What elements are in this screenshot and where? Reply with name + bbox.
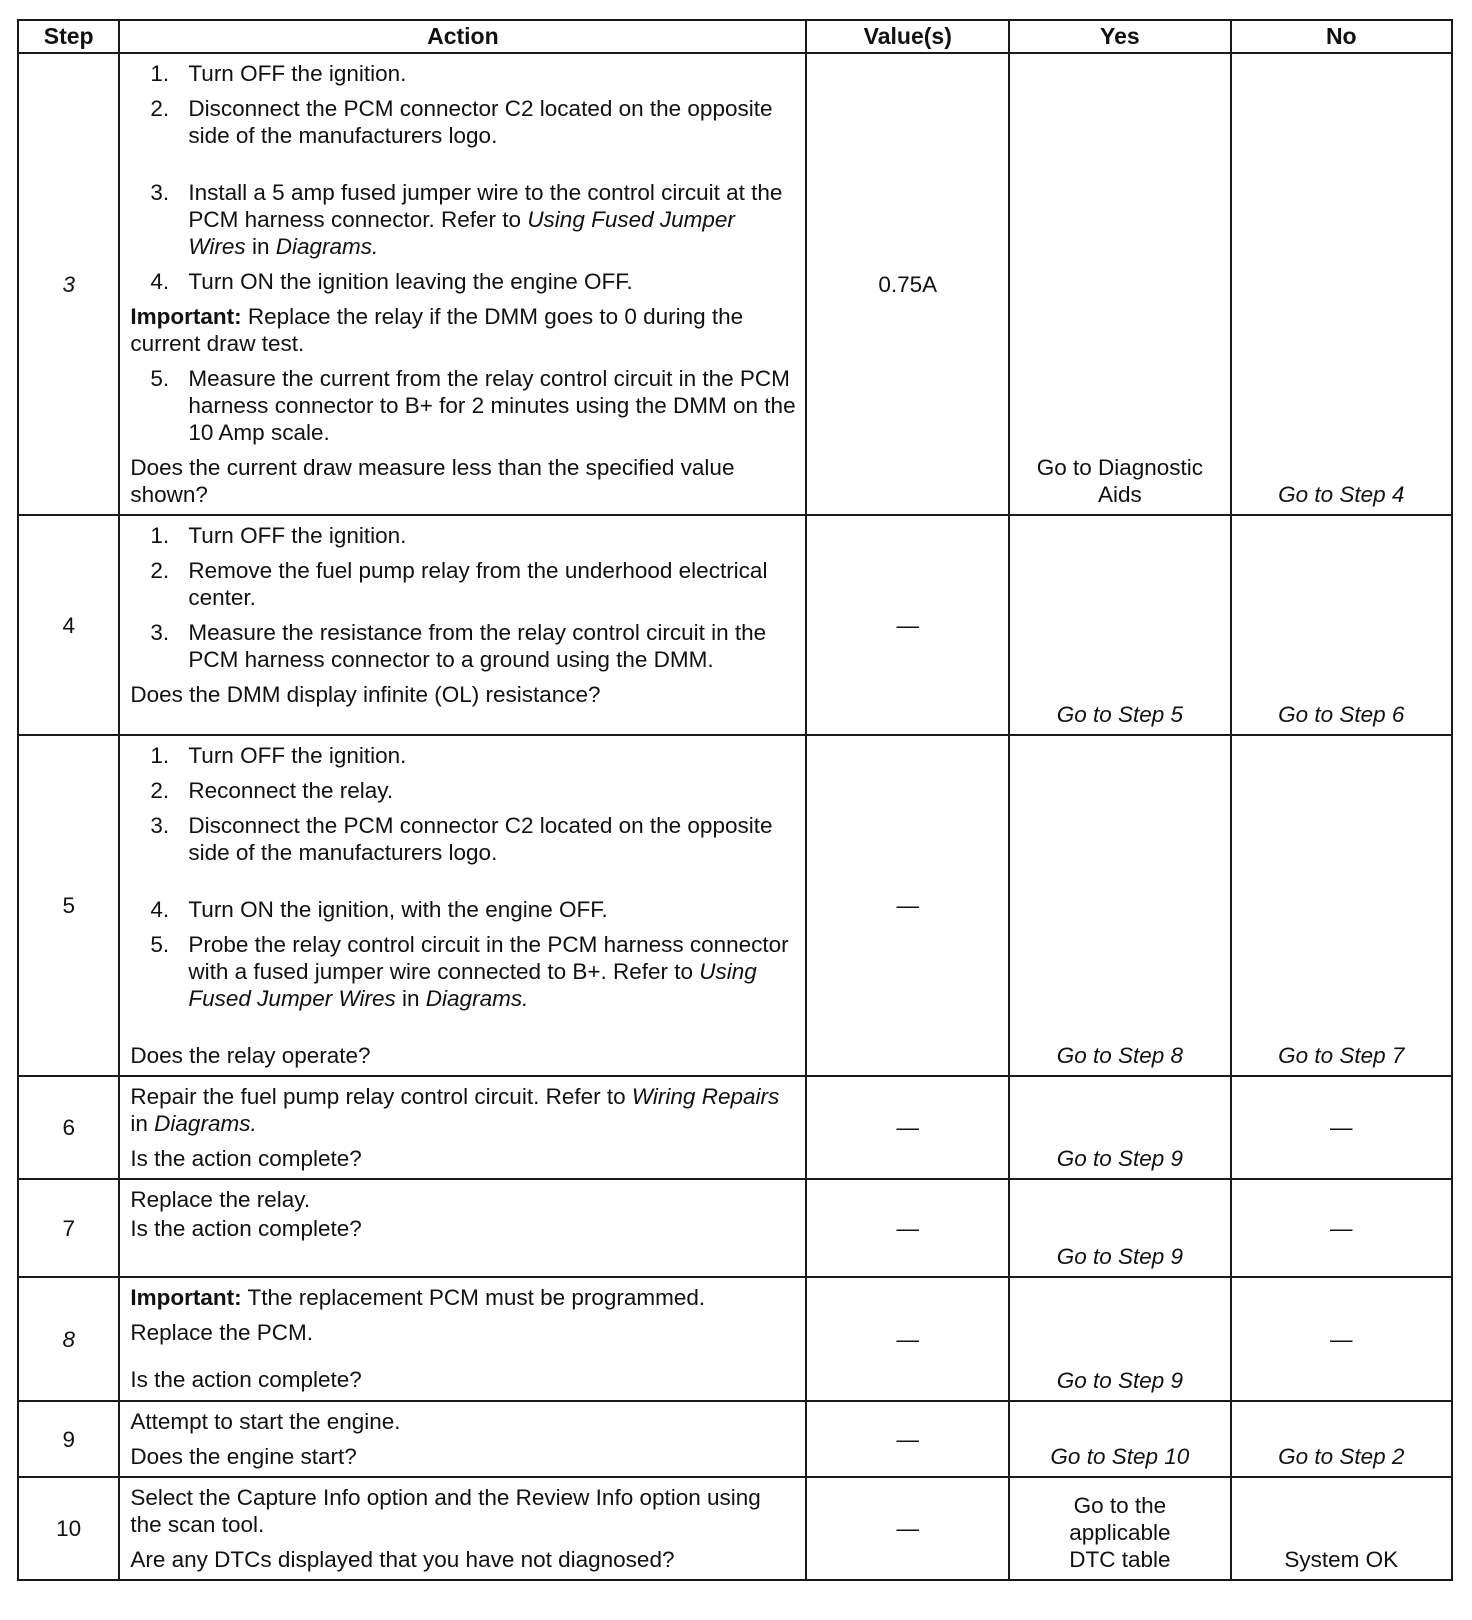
yes-cell: Go to Step 5 bbox=[1009, 515, 1230, 735]
value-cell: 0.75A bbox=[806, 53, 1009, 515]
value-cell: — bbox=[806, 1477, 1009, 1580]
action-cell bbox=[119, 515, 806, 735]
yes-cell: Go to Step 8 bbox=[1009, 735, 1230, 1076]
step-number: 7 bbox=[18, 1179, 119, 1277]
list-item: 1. Turn OFF the ignition. bbox=[150, 523, 407, 548]
step-number: 4 bbox=[18, 515, 119, 735]
list-item: 4. Turn ON the ignition leaving the engine OFF. bbox=[150, 269, 633, 294]
no-cell: Go to Step 7 bbox=[1231, 735, 1452, 1076]
value-cell: — bbox=[806, 515, 1009, 735]
list-item: 3. Disconnect the PCM connector C2 located on the opposite side of the manufacturers logo. bbox=[150, 813, 773, 865]
diagnostic-table bbox=[17, 19, 1453, 1581]
step-number: 8 bbox=[18, 1277, 119, 1401]
yes-cell: Go to the applicable DTC table bbox=[1009, 1477, 1230, 1580]
action-cell bbox=[119, 1076, 806, 1179]
table-row-step-10 bbox=[18, 1477, 1452, 1580]
table-row-step-3 bbox=[18, 53, 1452, 515]
list-item: 4. Turn ON the ignition, with the engine OFF. bbox=[150, 897, 608, 922]
instruction-list bbox=[130, 742, 797, 1012]
yes-cell: Go to Step 9 bbox=[1009, 1076, 1230, 1179]
step-number: 10 bbox=[18, 1477, 119, 1580]
value-cell: — bbox=[806, 735, 1009, 1076]
table-row-step-9 bbox=[18, 1401, 1452, 1477]
no-cell: Go to Step 4 bbox=[1231, 53, 1452, 515]
header-values: Value(s) bbox=[806, 20, 1009, 53]
no-cell: Go to Step 6 bbox=[1231, 515, 1452, 735]
list-item: 5. Probe the relay control circuit in the PCM harness connector with a fused jumper wire connected to B+. Refer to Using Fused Jumper Wires in Diagrams. bbox=[150, 932, 789, 1011]
action-cell bbox=[119, 1277, 806, 1401]
instruction: Select the Capture Info option and the Review Info option using the scan tool. bbox=[130, 1485, 761, 1537]
question: Is the action complete? bbox=[130, 1367, 362, 1392]
yes-cell: Go to Step 9 bbox=[1009, 1277, 1230, 1401]
table-row-step-8 bbox=[18, 1277, 1452, 1401]
instruction: Attempt to start the engine. bbox=[130, 1409, 401, 1434]
important-note: Important: Tthe replacement PCM must be programmed. bbox=[130, 1285, 706, 1310]
question: Does the engine start? bbox=[130, 1444, 357, 1469]
action-cell bbox=[119, 1401, 806, 1477]
yes-cell: Go to Step 9 bbox=[1009, 1179, 1230, 1277]
list-item: 2. Disconnect the PCM connector C2 located on the opposite side of the manufacturers logo. bbox=[150, 96, 773, 148]
header-yes: Yes bbox=[1009, 20, 1230, 53]
header-row bbox=[18, 20, 1452, 53]
table-row-step-7 bbox=[18, 1179, 1452, 1277]
table-row-step-4 bbox=[18, 515, 1452, 735]
step-number: 9 bbox=[18, 1401, 119, 1477]
instruction: Repair the fuel pump relay control circuit. Refer to Wiring Repairs in Diagrams. bbox=[130, 1084, 780, 1136]
list-item: 2. Reconnect the relay. bbox=[150, 778, 394, 803]
no-cell: — bbox=[1231, 1076, 1452, 1179]
value-cell: — bbox=[806, 1401, 1009, 1477]
table-row-step-5 bbox=[18, 735, 1452, 1076]
action-cell bbox=[119, 53, 806, 515]
action-cell bbox=[119, 1179, 806, 1277]
header-step: Step bbox=[18, 20, 119, 53]
no-cell: Go to Step 2 bbox=[1231, 1401, 1452, 1477]
step-number: 3 bbox=[18, 53, 119, 515]
step-number: 6 bbox=[18, 1076, 119, 1179]
list-item: 1. Turn OFF the ignition. bbox=[150, 61, 407, 86]
question: Does the current draw measure less than the specified value shown? bbox=[130, 455, 735, 507]
important-note: Important: Replace the relay if the DMM goes to 0 during the current draw test. bbox=[130, 304, 744, 356]
list-item: 5. Measure the current from the relay control circuit in the PCM harness connector to B+ for 2 minutes using the DMM on the 10 Amp scale. bbox=[150, 366, 796, 445]
no-cell: — bbox=[1231, 1277, 1452, 1401]
instruction: Replace the PCM. bbox=[130, 1320, 313, 1345]
no-cell: System OK bbox=[1231, 1477, 1452, 1580]
question: Is the action complete? bbox=[130, 1216, 362, 1241]
question: Are any DTCs displayed that you have not diagnosed? bbox=[130, 1547, 675, 1572]
instruction: Replace the relay. bbox=[130, 1187, 311, 1212]
header-action: Action bbox=[119, 20, 806, 53]
instruction-list bbox=[130, 365, 797, 446]
value-cell: — bbox=[806, 1076, 1009, 1179]
question: Is the action complete? bbox=[130, 1146, 362, 1171]
action-cell bbox=[119, 1477, 806, 1580]
list-item: 3. Measure the resistance from the relay control circuit in the PCM harness connector to a ground using the DMM. bbox=[150, 620, 767, 672]
list-item: 3. Install a 5 amp fused jumper wire to the control circuit at the PCM harness connector. Refer to Using Fused Jumper Wires in Diagrams. bbox=[150, 180, 783, 259]
value-cell: — bbox=[806, 1179, 1009, 1277]
instruction-list bbox=[130, 60, 797, 295]
action-cell bbox=[119, 735, 806, 1076]
list-item: 2. Remove the fuel pump relay from the underhood electrical center. bbox=[150, 558, 768, 610]
no-cell: — bbox=[1231, 1179, 1452, 1277]
instruction-list bbox=[130, 522, 797, 673]
yes-cell: Go to Diagnostic Aids bbox=[1009, 53, 1230, 515]
value-cell: — bbox=[806, 1277, 1009, 1401]
question: Does the DMM display infinite (OL) resistance? bbox=[130, 682, 601, 707]
yes-cell: Go to Step 10 bbox=[1009, 1401, 1230, 1477]
step-number: 5 bbox=[18, 735, 119, 1076]
question: Does the relay operate? bbox=[130, 1043, 371, 1068]
header-no: No bbox=[1231, 20, 1452, 53]
table-row-step-6 bbox=[18, 1076, 1452, 1179]
list-item: 1. Turn OFF the ignition. bbox=[150, 743, 407, 768]
